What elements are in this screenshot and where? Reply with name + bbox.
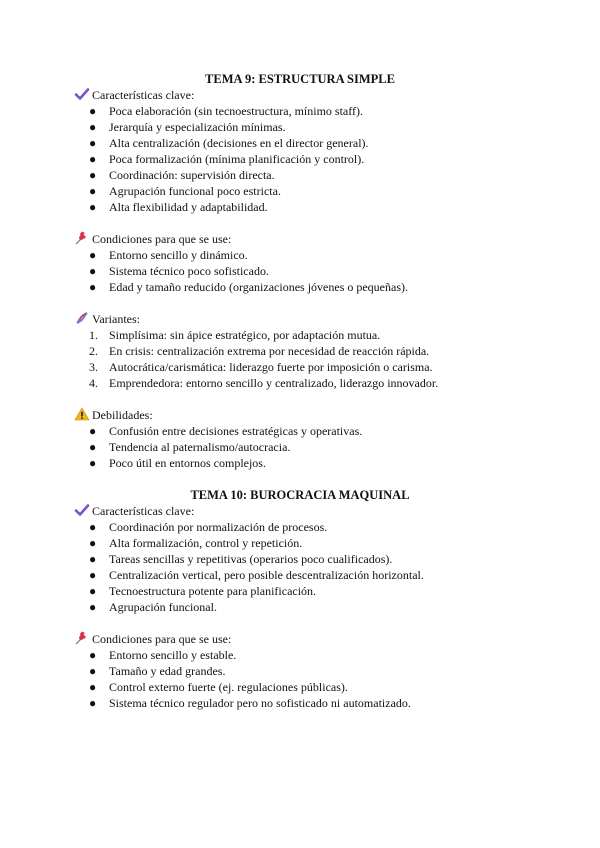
- tema9-variantes-heading: Variantes:: [74, 311, 140, 327]
- list-item: ● Tareas sencillas y repetitivas (operarios poco cualificados).: [89, 552, 393, 566]
- list-item: 1. Simplísima: sin ápice estratégico, por adaptación mutua.: [89, 328, 381, 342]
- list-item: ● Coordinación: supervisión directa.: [89, 168, 275, 182]
- tema9-condiciones-heading: Condiciones para que se use:: [74, 231, 231, 247]
- list-item: ● Tamaño y edad grandes.: [89, 664, 226, 678]
- bullet-icon: ●: [89, 200, 97, 214]
- list-item: 2. En crisis: centralización extrema por necesidad de reacción rápida.: [89, 344, 430, 358]
- list-item: ● Poca formalización (mínima planificación y control).: [89, 152, 365, 166]
- tema10-caracteristicas-heading: Características clave:: [74, 503, 194, 519]
- bullet-icon: ●: [89, 568, 97, 582]
- list-item: ● Alta formalización, control y repetición.: [89, 536, 303, 550]
- list-item: ● Agrupación funcional poco estricta.: [89, 184, 281, 198]
- tema9-debilidades-heading: Debilidades:: [74, 407, 153, 423]
- list-item: ● Tendencia al paternalismo/autocracia.: [89, 440, 291, 454]
- bullet-icon: ●: [89, 424, 97, 438]
- bullet-icon: ●: [89, 184, 97, 198]
- bullet-icon: ●: [89, 120, 97, 134]
- check-icon: [74, 87, 90, 101]
- bullet-icon: ●: [89, 136, 97, 150]
- list-item: ● Centralización vertical, pero posible descentralización horizontal.: [89, 568, 424, 582]
- bullet-icon: ●: [89, 248, 97, 262]
- list-item: ● Entorno sencillo y estable.: [89, 648, 237, 662]
- list-item: ● Poca elaboración (sin tecnoestructura, mínimo staff).: [89, 104, 364, 118]
- bullet-icon: ●: [89, 264, 97, 278]
- bullet-icon: ●: [89, 104, 97, 118]
- list-item: ● Control externo fuerte (ej. regulaciones públicas).: [89, 680, 348, 694]
- list-item: ● Confusión entre decisiones estratégicas y operativas.: [89, 424, 363, 438]
- tema10-condiciones-heading: Condiciones para que se use:: [74, 631, 231, 647]
- list-item: ● Alta centralización (decisiones en el director general).: [89, 136, 369, 150]
- warning-icon: [74, 407, 90, 421]
- list-item: ● Poco útil en entornos complejos.: [89, 456, 266, 470]
- dna-icon: [74, 311, 90, 325]
- bullet-icon: ●: [89, 168, 97, 182]
- pushpin-icon: [74, 231, 90, 245]
- list-item: ● Coordinación por normalización de procesos.: [89, 520, 328, 534]
- bullet-icon: ●: [89, 648, 97, 662]
- bullet-icon: ●: [89, 456, 97, 470]
- check-icon: [74, 503, 90, 517]
- list-item: ● Alta flexibilidad y adaptabilidad.: [89, 200, 268, 214]
- bullet-icon: ●: [89, 520, 97, 534]
- list-item: ● Sistema técnico poco sofisticado.: [89, 264, 269, 278]
- list-item: ● Sistema técnico regulador pero no sofisticado ni automatizado.: [89, 696, 411, 710]
- bullet-icon: ●: [89, 584, 97, 598]
- bullet-icon: ●: [89, 664, 97, 678]
- bullet-icon: ●: [89, 552, 97, 566]
- list-item: ● Tecnoestructura potente para planificación.: [89, 584, 317, 598]
- list-item: 3. Autocrática/carismática: liderazgo fuerte por imposición o carisma.: [89, 360, 433, 374]
- bullet-icon: ●: [89, 600, 97, 614]
- list-item: ● Agrupación funcional.: [89, 600, 217, 614]
- bullet-icon: ●: [89, 696, 97, 710]
- list-item: ● Jerarquía y especialización mínimas.: [89, 120, 286, 134]
- bullet-icon: ●: [89, 536, 97, 550]
- pushpin-icon: [74, 631, 90, 645]
- tema9-caracteristicas-heading: Características clave:: [74, 87, 194, 103]
- list-item: ● Entorno sencillo y dinámico.: [89, 248, 248, 262]
- list-item: 4. Emprendedora: entorno sencillo y centralizado, liderazgo innovador.: [89, 376, 439, 390]
- tema10-title: TEMA 10: BUROCRACIA MAQUINAL: [190, 488, 410, 502]
- list-item: ● Edad y tamaño reducido (organizaciones jóvenes o pequeñas).: [89, 280, 409, 294]
- bullet-icon: ●: [89, 440, 97, 454]
- tema9-title: TEMA 9: ESTRUCTURA SIMPLE: [205, 72, 395, 86]
- bullet-icon: ●: [89, 280, 97, 294]
- bullet-icon: ●: [89, 680, 97, 694]
- bullet-icon: ●: [89, 152, 97, 166]
